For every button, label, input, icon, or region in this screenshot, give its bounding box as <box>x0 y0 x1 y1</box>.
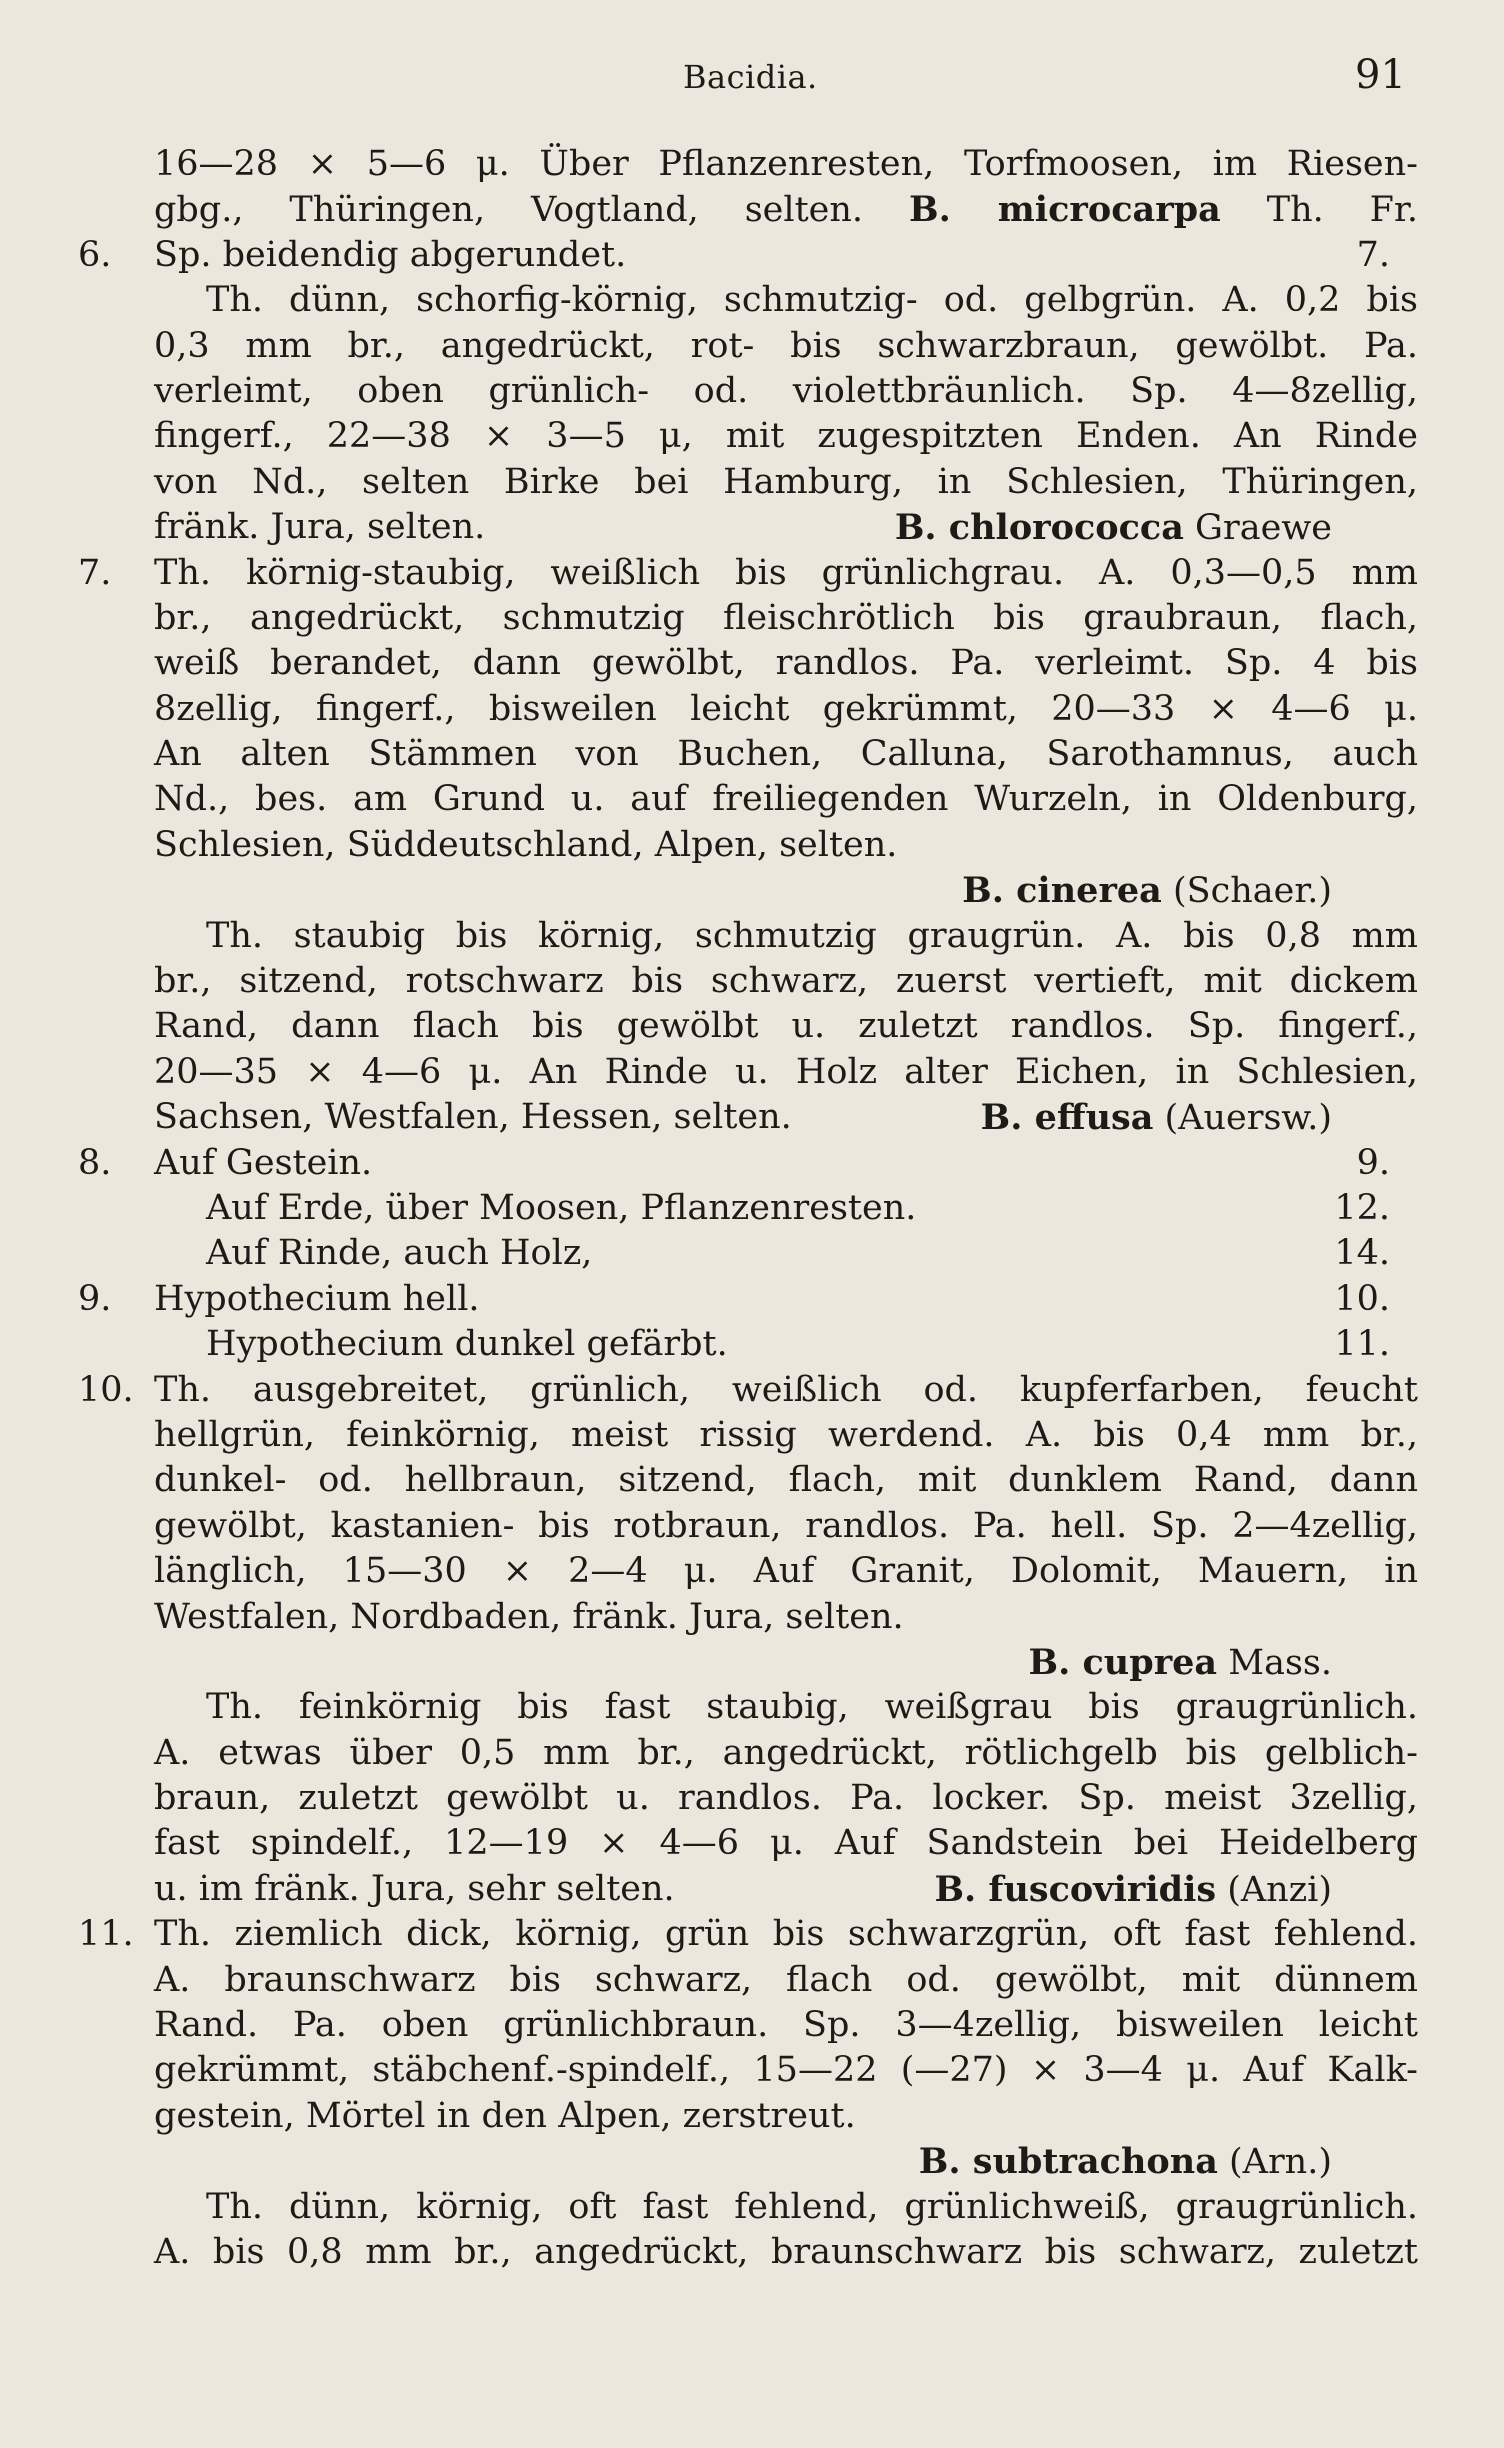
text-line: Th. dünn, körnig, oft fast fehlend, grünlichweiß, graugrünlich. <box>206 2186 1418 2227</box>
text-line: fast spindelf., 12—19 × 4—6 μ. Auf Sandstein bei Heidelberg <box>154 1823 1418 1864</box>
couplet-number: 7. <box>78 552 112 593</box>
text-line: dunkel- od. hellbraun, sitzend, flach, mit dunklem Rand, dann <box>154 1460 1418 1501</box>
species-name: B. cinerea <box>962 870 1162 912</box>
text-line: 16—28 × 5—6 μ. Über Pflanzenresten, Torfmoosen, im Riesen- <box>154 144 1418 184</box>
text-line: Rand. Pa. oben grünlichbraun. Sp. 3—4zellig, bisweilen leicht <box>154 2005 1418 2046</box>
couplet-number: 6. <box>78 234 112 275</box>
species-name: B. subtrachona <box>918 2141 1218 2183</box>
text-line: An alten Stämmen von Buchen, Calluna, Sarothamnus, auch <box>154 734 1418 775</box>
text-line: A. bis 0,8 mm br., angedrückt, braunschwarz bis schwarz, zuletzt <box>154 2231 1418 2272</box>
species-line: B. cuprea Mass. <box>1028 1641 1332 1683</box>
key-couplet: 10. Th. ausgebreitet, grünlich, weißlich od. kupferfarben, feucht <box>78 1368 1418 1413</box>
text-line: Sachsen, Westfalen, Hessen, selten. B. effusa (Auersw.) <box>154 1097 1332 1139</box>
text-line: 20—35 × 4—6 μ. An Rinde u. Holz alter Eichen, in Schlesien, <box>154 1051 1418 1092</box>
key-couplet: 11. Th. ziemlich dick, körnig, grün bis schwarzgrün, oft fast fehlend. <box>78 1912 1418 1957</box>
text-line: Th. feinkörnig bis fast staubig, weißgrau bis graugrünlich. <box>206 1687 1418 1728</box>
couplet-lead: 11. <box>1334 1324 1390 1365</box>
text-line: 8zellig, fingerf., bisweilen leicht gekrümmt, 20—33 × 4—6 μ. <box>154 688 1418 729</box>
key-couplet: 6. Sp. beidendig abgerundet. 7. <box>78 233 1418 278</box>
species-line: B. subtrachona (Arn.) <box>918 2141 1332 2183</box>
page-number: 91 <box>1355 52 1406 98</box>
text-line: Rand, dann flach bis gewölbt u. zuletzt randlos. Sp. fingerf., <box>154 1006 1418 1047</box>
key-couplet: Hypothecium dunkel gefärbt. 11. <box>78 1322 1418 1367</box>
species-name: B. chlorococca <box>894 507 1184 549</box>
text-line: Nd., bes. am Grund u. auf freiliegenden Wurzeln, in Oldenburg, <box>154 779 1418 820</box>
species-name: B. fuscoviridis <box>934 1868 1217 1910</box>
couplet-lead: 9. <box>1356 1142 1390 1183</box>
couplet-lead: 12. <box>1334 1187 1390 1228</box>
text-line: braun, zuletzt gewölbt u. randlos. Pa. locker. Sp. meist 3zellig, <box>154 1778 1418 1819</box>
text-line: fränk. Jura, selten. B. chlorococca Graewe <box>154 507 1332 549</box>
text-line: gewölbt, kastanien- bis rotbraun, randlos. Pa. hell. Sp. 2—4zellig, <box>154 1505 1418 1546</box>
text-line: 0,3 mm br., angedrückt, rot- bis schwarzbraun, gewölbt. Pa. <box>154 325 1418 366</box>
text-line: Th. staubig bis körnig, schmutzig graugrün. A. bis 0,8 mm <box>206 915 1418 956</box>
text-line: hellgrün, feinkörnig, meist rissig werdend. A. bis 0,4 mm br., <box>154 1414 1418 1455</box>
couplet-lead: 7. <box>1356 234 1390 275</box>
text-line: Westfalen, Nordbaden, fränk. Jura, selten. <box>154 1596 904 1637</box>
body-text <box>78 142 1418 2275</box>
text-line: von Nd., selten Birke bei Hamburg, in Schlesien, Thüringen, <box>154 461 1418 502</box>
text-line: Th. dünn, schorfig-körnig, schmutzig- od. gelbgrün. A. 0,2 bis <box>206 280 1418 321</box>
text-line: verleimt, oben grünlich- od. violettbräunlich. Sp. 4—8zellig, <box>154 370 1418 411</box>
key-couplet: 9. Hypothecium hell. 10. <box>78 1277 1418 1322</box>
key-couplet: Auf Rinde, auch Holz, 14. <box>78 1231 1418 1276</box>
text-line: gekrümmt, stäbchenf.-spindelf., 15—22 (—27) × 3—4 μ. Auf Kalk- <box>154 2050 1418 2091</box>
species-name: B. effusa <box>980 1097 1154 1139</box>
couplet-lead: 14. <box>1334 1233 1390 1274</box>
key-couplet: 8. Auf Gestein. 9. <box>78 1141 1418 1186</box>
species-line: B. cinerea (Schaer.) <box>962 870 1332 912</box>
couplet-number: 11. <box>78 1914 134 1955</box>
couplet-lead: 10. <box>1334 1278 1390 1319</box>
text-line: Schlesien, Süddeutschland, Alpen, selten. <box>154 824 898 865</box>
text-line: länglich, 15—30 × 2—4 μ. Auf Granit, Dolomit, Mauern, in <box>154 1551 1418 1592</box>
text-line: A. braunschwarz bis schwarz, flach od. gewölbt, mit dünnem <box>154 1959 1418 2000</box>
text-line: fingerf., 22—38 × 3—5 μ, mit zugespitzten Enden. An Rinde <box>154 416 1418 457</box>
text-line: br., angedrückt, schmutzig fleischrötlich bis graubraun, flach, <box>154 597 1418 638</box>
text-line: gbg., Thüringen, Vogtland, selten. B. microcarpa Th. Fr. <box>154 189 1418 231</box>
text-line: u. im fränk. Jura, sehr selten. B. fuscoviridis (Anzi) <box>154 1868 1332 1910</box>
couplet-number: 8. <box>78 1142 112 1183</box>
text-line: weiß berandet, dann gewölbt, randlos. Pa. verleimt. Sp. 4 bis <box>154 643 1418 684</box>
text-line: br., sitzend, rotschwarz bis schwarz, zuerst vertieft, mit dickem <box>154 961 1418 1002</box>
key-couplet: Auf Erde, über Moosen, Pflanzenresten. 12. <box>78 1186 1418 1231</box>
running-head: Bacidia. <box>683 58 818 96</box>
text-line: A. etwas über 0,5 mm br., angedrückt, rötlichgelb bis gelblich- <box>154 1732 1418 1773</box>
couplet-number: 10. <box>78 1369 134 1410</box>
couplet-number: 9. <box>78 1278 112 1319</box>
species-name: B. microcarpa <box>909 189 1221 231</box>
text-line: gestein, Mörtel in den Alpen, zerstreut. <box>154 2095 856 2136</box>
species-name: B. cuprea <box>1028 1641 1218 1683</box>
key-couplet: 7. Th. körnig-staubig, weißlich bis grünlichgrau. A. 0,3—0,5 mm <box>78 551 1418 596</box>
